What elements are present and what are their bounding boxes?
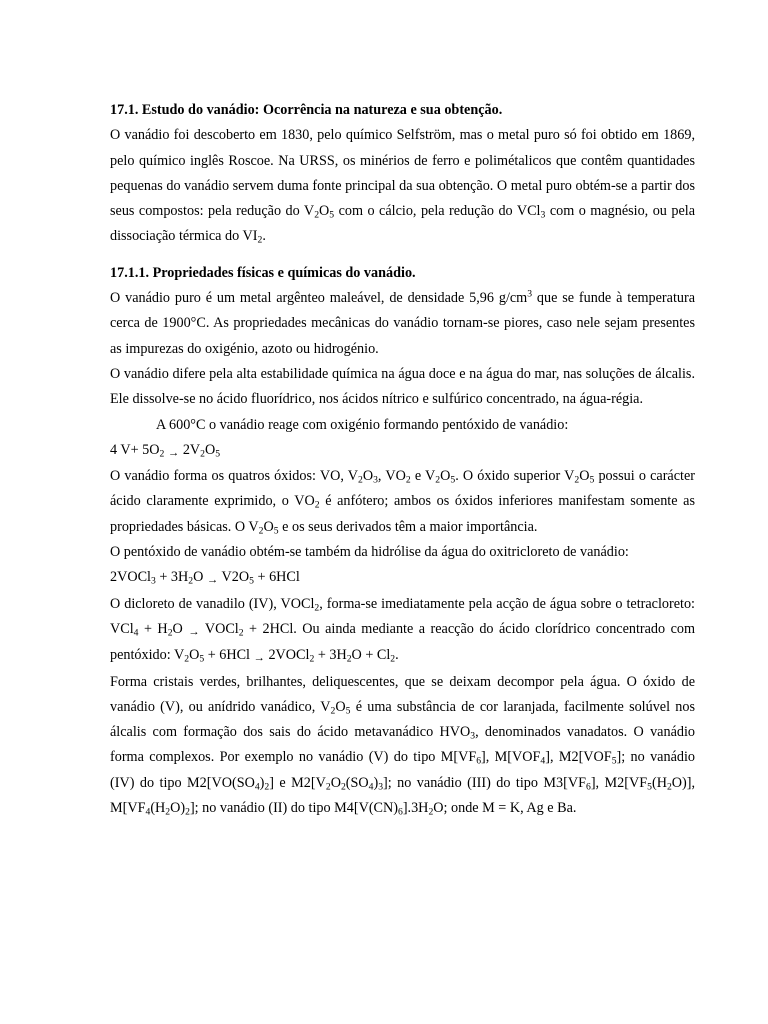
subscript: 2	[435, 474, 441, 486]
subscript: 6	[476, 755, 482, 767]
text-run: O	[579, 468, 590, 485]
subscript: 2	[159, 448, 165, 460]
subscript: 3	[378, 781, 384, 793]
text-run: e os seus derivados têm a maior importância.	[278, 518, 538, 535]
text-run: é anfótero; ambos os óxidos inferiores manifestam somente as propriedades básicas. O V	[110, 493, 695, 535]
text-run: ] e M2[V	[269, 774, 326, 791]
subscript: 2	[167, 627, 173, 639]
paragraph-physical-properties	[110, 286, 695, 362]
paragraph-oxides	[110, 464, 695, 540]
subscript: 6	[397, 806, 403, 818]
subscript: 5	[215, 448, 221, 460]
text-run: O	[263, 518, 274, 535]
paragraph-oxidation-intro: A 600°C o vanádio reage com oxigénio formando pentóxido de vanádio:	[156, 416, 569, 433]
text-run: ], M2[VF	[590, 774, 648, 791]
subscript: 2	[405, 474, 411, 486]
subscript: 2	[238, 627, 244, 639]
text-run: .	[262, 228, 266, 245]
reaction-arrow-icon: →	[206, 574, 219, 587]
text-run: ].3H	[402, 800, 429, 817]
subscript: 2	[257, 234, 263, 246]
text-run: O	[172, 620, 189, 637]
subscript: 5	[589, 474, 595, 486]
subscript: 2	[666, 781, 672, 793]
text-run: O	[440, 468, 451, 485]
subscript: 2	[314, 602, 320, 614]
subscript: 4	[254, 781, 260, 793]
text-run: O	[319, 203, 330, 220]
paragraph-crystals-and-complexes	[110, 670, 695, 822]
text-run: com o magnésio, ou pela dissociação térmica do VI	[110, 203, 696, 245]
text-run: .	[395, 647, 399, 664]
text-run: 2VOCl	[264, 647, 310, 664]
text-run: O	[204, 441, 216, 458]
superscript: 3	[527, 288, 533, 300]
text-run: + H	[138, 620, 168, 637]
text-run: + 3H	[314, 647, 347, 664]
subscript: 5	[345, 705, 351, 717]
reaction-arrow-icon: →	[253, 652, 265, 665]
text-run: Forma cristais verdes, brilhantes, deliquescentes, que se deixam decompor pela água. O óxido de vanádio (V), ou anídrido vanádico, V	[110, 673, 695, 715]
text-run: 2VOCl	[110, 569, 151, 586]
subscript: 2	[428, 806, 434, 818]
text-run: ], M[VOF	[481, 749, 541, 766]
paragraph-history	[110, 123, 695, 249]
subscript: 2	[330, 705, 336, 717]
text-run: O)	[170, 800, 186, 817]
subscript: 2	[184, 653, 190, 665]
subscript: 2	[390, 653, 396, 665]
text-run: ]; no vanádio (III) do tipo M3[VF	[383, 774, 586, 791]
subscript: 2	[200, 448, 205, 460]
section-spacer	[110, 250, 695, 261]
subscript: 2	[346, 653, 352, 665]
section-heading-propriedades: 17.1.1. Propriedades físicas e químicas do vanádio.	[110, 264, 416, 281]
subscript: 3	[540, 209, 546, 221]
subscript: 2	[314, 209, 320, 221]
text-run: O)], M[VF	[110, 774, 696, 817]
text-run: O vanádio puro é um metal argênteo maleável, de densidade 5,96 g/cm	[110, 290, 528, 307]
text-run: O	[362, 468, 374, 485]
subscript: 5	[249, 575, 254, 587]
subscript: 2	[165, 806, 171, 818]
text-run: + 6HCl	[204, 647, 254, 664]
text-run: O	[189, 647, 200, 664]
text-run: )	[259, 774, 265, 791]
equation-oxidation	[110, 438, 695, 464]
subscript: 2	[340, 781, 346, 793]
subscript: 2	[574, 474, 580, 486]
text-run: e V	[410, 468, 436, 485]
subscript: 4	[145, 806, 151, 818]
document-page	[110, 98, 695, 821]
text-run: (SO	[345, 774, 369, 791]
subscript: 5	[611, 755, 617, 767]
subscript: 2	[309, 653, 315, 665]
paragraph-hydrolysis-intro: O pentóxido de vanádio obtém-se também da hidrólise da água do oxitricloreto de vanádio:	[110, 544, 629, 561]
text-run: )	[373, 774, 379, 791]
subscript: 2	[314, 499, 320, 511]
subscript: 3	[151, 575, 156, 587]
text-run: ]; no vanádio (II) do tipo M4[V(CN)	[189, 800, 398, 817]
subscript: 4	[133, 627, 139, 639]
subscript: 4	[540, 755, 546, 767]
text-run: , forma-se imediatamente pela acção de água sobre o tetracloreto: VCl	[110, 595, 695, 637]
subscript: 5	[273, 525, 279, 537]
text-run: 2V	[179, 441, 201, 458]
subscript: 6	[586, 781, 591, 793]
text-run: ]; no vanádio (IV) do tipo M2[VO(SO	[110, 749, 695, 791]
subscript: 2	[185, 806, 190, 818]
subscript: 2	[188, 575, 194, 587]
subscript: 3	[373, 474, 378, 486]
subscript: 2	[258, 525, 264, 537]
reaction-arrow-icon: →	[188, 625, 200, 638]
paragraph-chemical-stability: O vanádio difere pela alta estabilidade química na água doce e na água do mar, nas soluções de álcalis. Ele dissolve-se no ácido fluorídrico, nos ácidos nítrico e sulfúrico concentrado, na água-régia.	[110, 365, 695, 408]
text-run: (H	[651, 774, 667, 791]
subscript: 5	[450, 474, 456, 486]
text-run: que se funde à temperatura cerca de 1900°C. As propriedades mecânicas do vanádio tornam-se piores, caso nele sejam presentes as impurezas do oxigénio, azoto ou hidrogénio.	[110, 290, 695, 357]
subscript: 2	[325, 781, 331, 793]
text-run: O vanádio forma os quatros óxidos: VO, V	[110, 468, 359, 485]
text-run: , VO	[377, 468, 406, 485]
subscript: 3	[470, 730, 476, 742]
subscript: 4	[368, 781, 374, 793]
text-run: O dicloreto de vanadilo (IV), VOCl	[110, 595, 315, 612]
text-run: + 6HCl	[253, 569, 300, 586]
text-run: , denominados vanadatos. O vanádio forma complexos. Por exemplo no vanádio (V) do tipo M[VF	[110, 724, 695, 766]
text-run: (H	[150, 800, 166, 817]
paragraph-vanadyl-dichloride	[110, 592, 695, 670]
text-run: O	[330, 774, 341, 791]
section-heading-obtencao: 17.1. Estudo do vanádio: Ocorrência na natureza e sua obtenção.	[110, 102, 503, 118]
text-run: 4 V+ 5O	[110, 441, 160, 458]
text-run: ], M2[VOF	[545, 749, 612, 766]
text-run: + 2HCl. Ou ainda mediante a reacção do ácido clorídrico concentrado com pentóxido: V	[110, 620, 696, 664]
text-run: VOCl	[199, 620, 239, 637]
text-run: O; onde M = K, Ag e Ba.	[433, 800, 577, 817]
reaction-arrow-icon: →	[167, 446, 180, 459]
subscript: 5	[199, 653, 205, 665]
text-run: + 3H	[155, 569, 189, 586]
text-run: . O óxido superior V	[455, 468, 575, 485]
subscript: 5	[329, 209, 335, 221]
equation-hydrolysis	[110, 565, 695, 591]
text-run: com o cálcio, pela redução do VCl	[334, 203, 541, 220]
text-run: O	[193, 569, 207, 586]
text-run: O	[335, 698, 346, 715]
subscript: 2	[264, 781, 270, 793]
text-run: O + Cl	[351, 647, 391, 664]
text-run: é uma substância de cor laranjada, facilmente solúvel nos álcalis com formação dos sais do ácido metavanádico HVO	[110, 698, 695, 741]
text-run: V2O	[218, 569, 250, 586]
subscript: 5	[647, 781, 652, 793]
subscript: 2	[358, 474, 363, 486]
text-run: O vanádio foi descoberto em 1830, pelo químico Selfström, mas o metal puro só foi obtido em 1869, pelo químico inglês Roscoe. Na URSS, os minérios de ferro e polimétalicos que contêm quantidades pequenas do vanádio servem duma fonte principal da sua obtenção. O metal puro obtém-se a partir dos seus compostos: pela redução do V	[110, 127, 695, 220]
text-run: possui o carácter ácido claramente exprimido, o VO	[110, 468, 695, 510]
